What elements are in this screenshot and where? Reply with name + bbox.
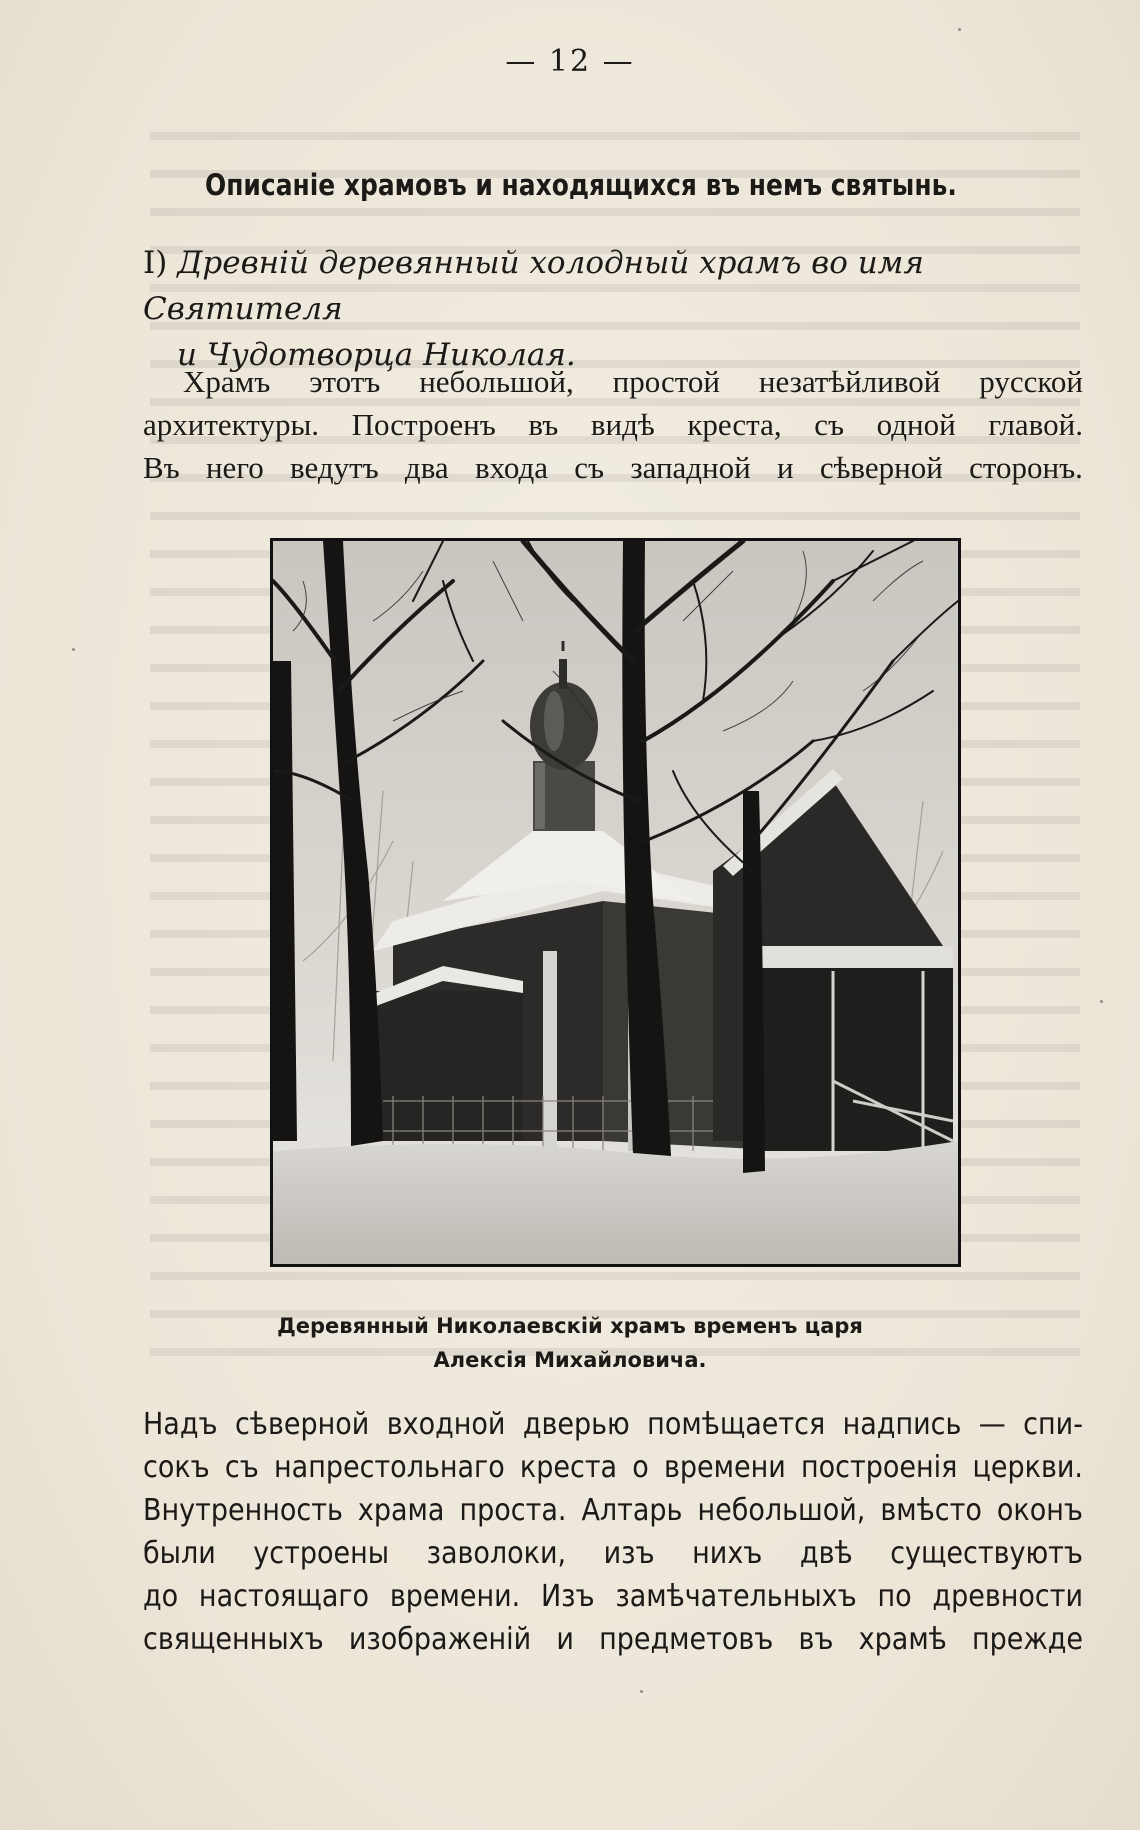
paragraph-line: Внутренность храма проста. Алтарь небольшой, вмѣсто оконъ xyxy=(143,1493,1083,1528)
paragraph-line: сокъ съ напрестольнаго креста о времени построенія церкви. xyxy=(143,1450,1083,1485)
paragraph-line: священныхъ изображеній и предметовъ въ храмѣ прежде xyxy=(143,1622,1083,1657)
church-photo-image xyxy=(273,541,958,1264)
paragraph-line: до настоящаго времени. Изъ замѣчательныхъ по древности xyxy=(143,1579,1083,1614)
page-number: — 12 — xyxy=(505,44,635,79)
section-heading: Описаніе храмовъ и находящихся въ немъ святынь. xyxy=(205,168,957,202)
paper-speck xyxy=(1100,1000,1103,1003)
paper-speck xyxy=(640,1690,643,1693)
subheading-number: I) xyxy=(143,245,168,281)
paragraph-interior xyxy=(143,1403,1083,1661)
paragraph-line: Храмъ этотъ небольшой, простой незатѣйливой русской xyxy=(183,364,1083,399)
subheading xyxy=(143,240,1093,378)
photo-caption xyxy=(0,1309,1140,1377)
paragraph-line: были устроены заволоки, изъ нихъ двѣ существуютъ xyxy=(143,1536,1083,1571)
paper-speck xyxy=(958,28,961,31)
subheading-line-1: Древній деревянный холодный храмъ во имя Святителя xyxy=(143,245,924,327)
paragraph-line: архитектуры. Построенъ въ видѣ креста, съ одной главой. xyxy=(143,407,1083,442)
photo-caption-line-1: Деревянный Николаевскій храмъ временъ царя xyxy=(277,1314,863,1338)
subheading-line-2: и Чудотворца Николая. xyxy=(177,337,576,373)
paper-speck xyxy=(72,648,75,651)
paragraph-line: Надъ сѣверной входной дверью помѣщается надпись — спи- xyxy=(143,1407,1083,1442)
paragraph-intro xyxy=(143,360,1083,489)
paragraph-line: Въ него ведутъ два входа съ западной и сѣверной сторонъ. xyxy=(143,450,1083,485)
church-photograph xyxy=(270,538,961,1267)
photo-caption-line-2: Алексія Михайловича. xyxy=(433,1348,707,1372)
